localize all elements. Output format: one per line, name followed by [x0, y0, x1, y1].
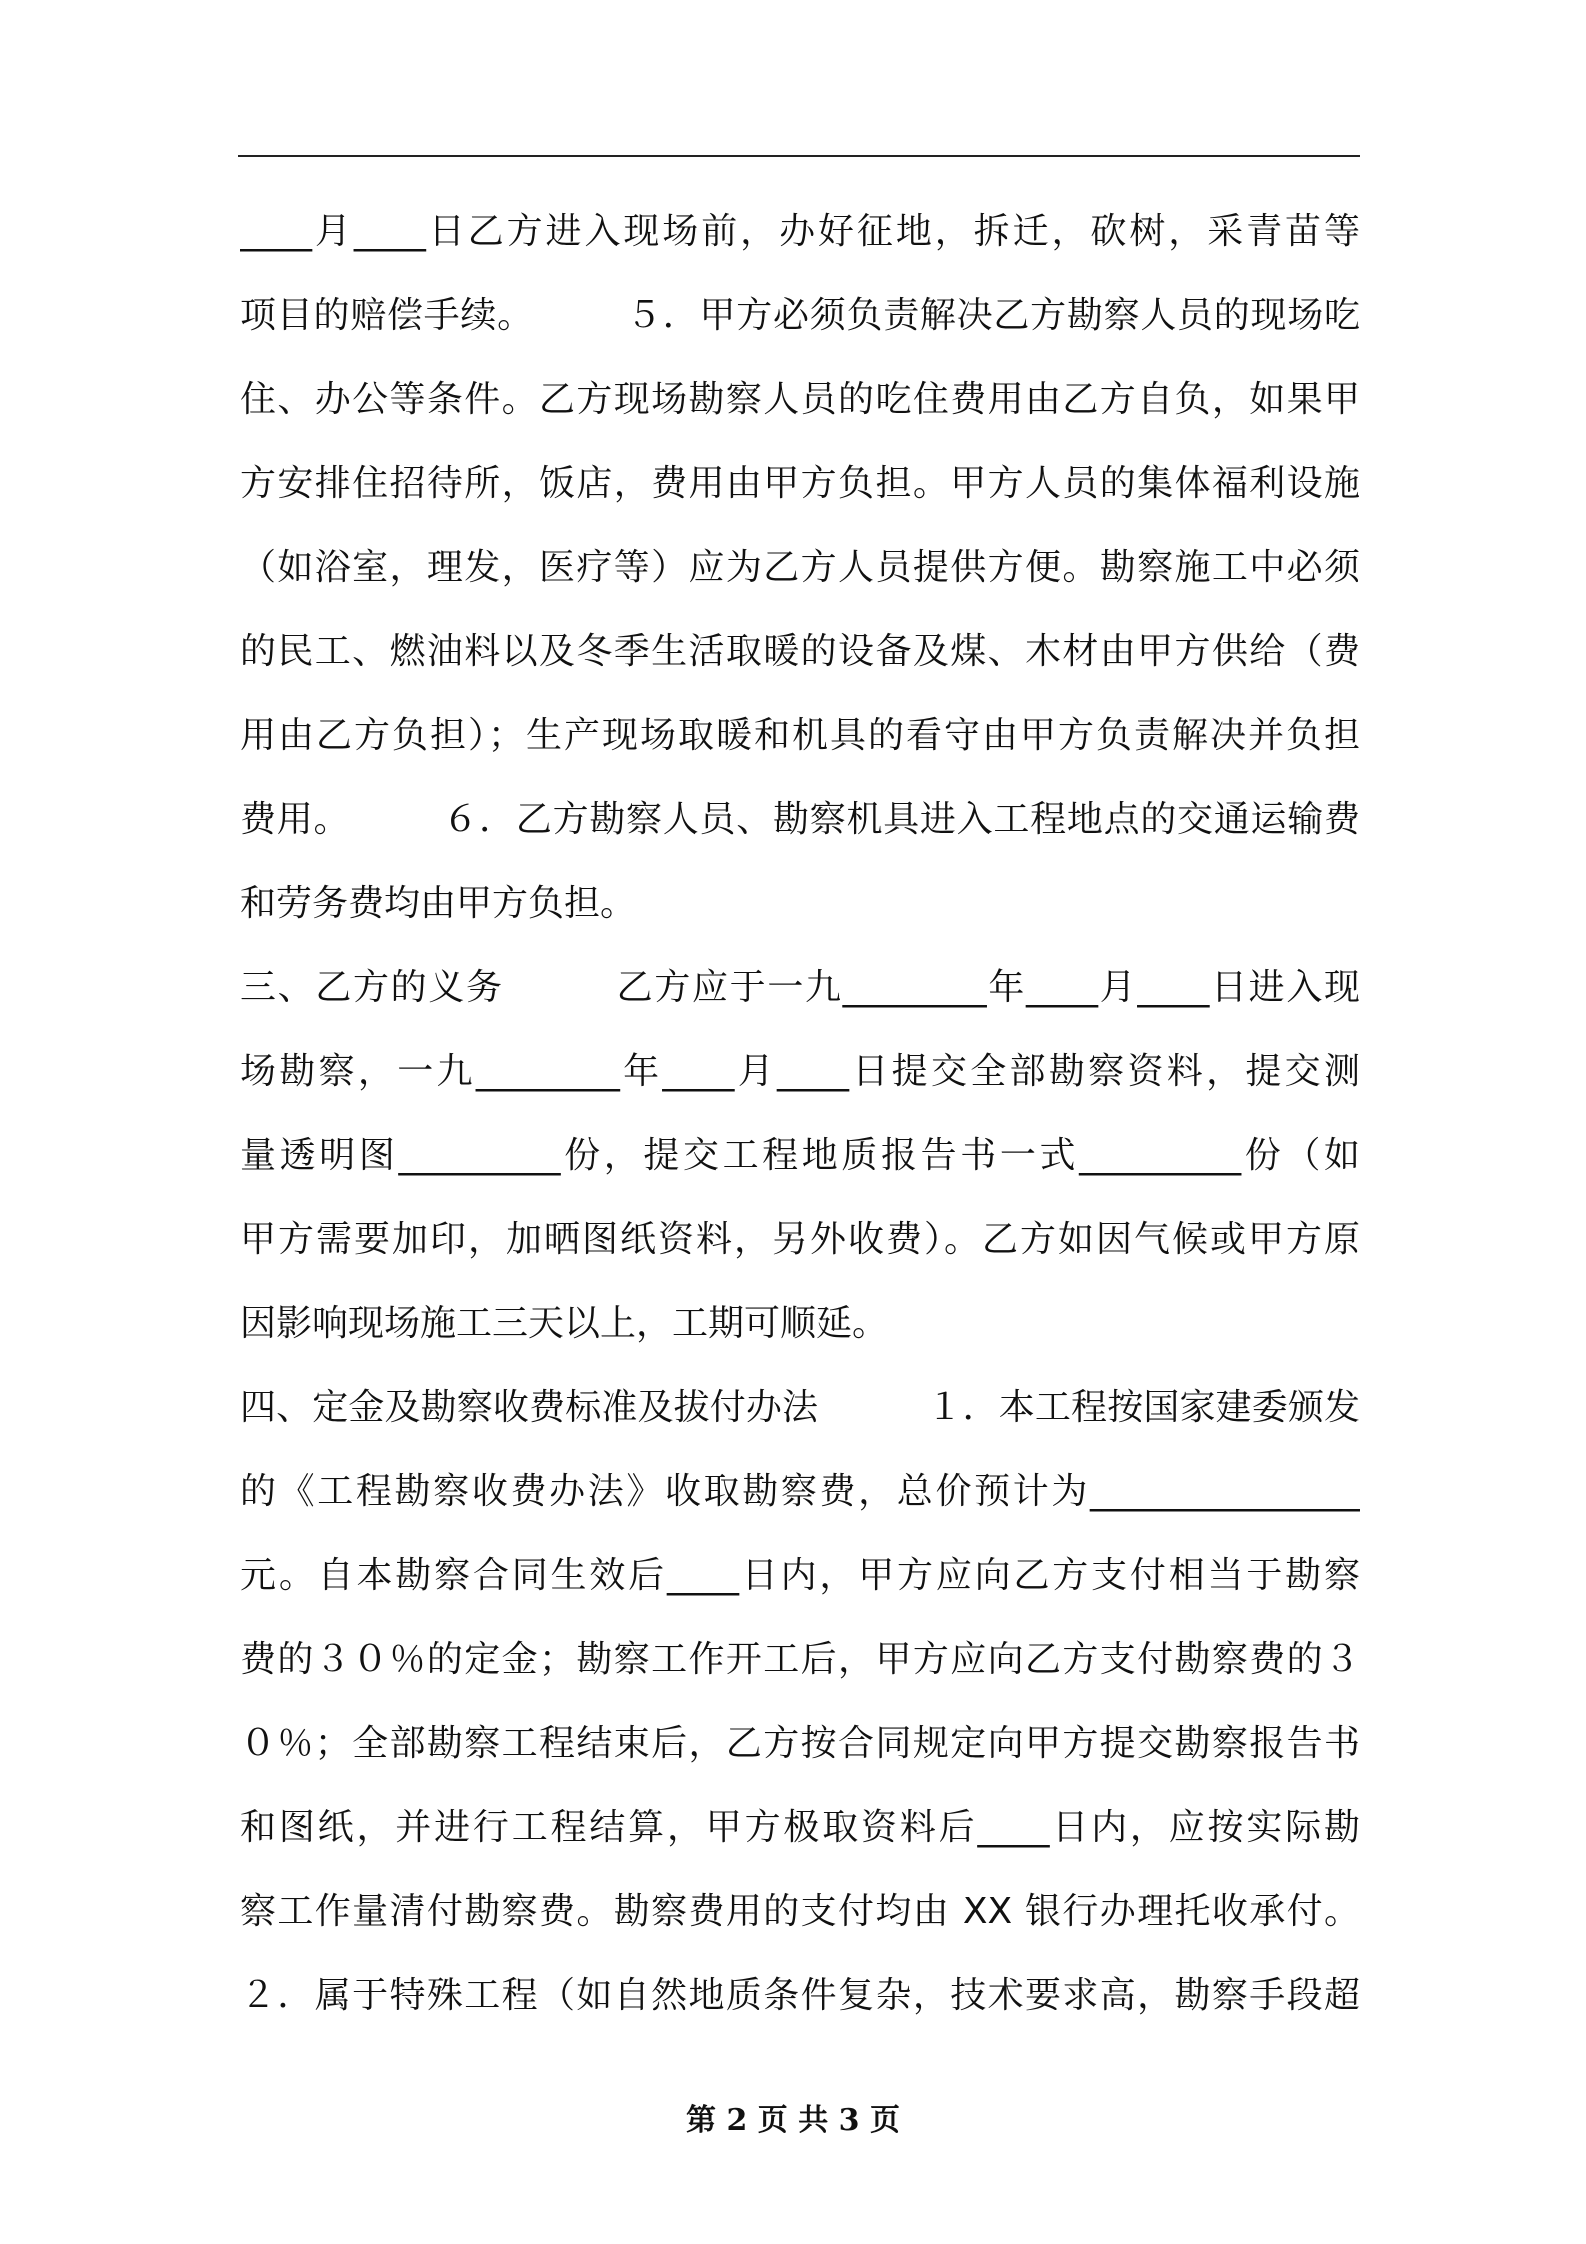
text-line: 和图纸，并进行工程结算，甲方极取资料后____日内，应按实际勘: [240, 1807, 1360, 1848]
text-line: 方安排住招待所，饭店，费用由甲方负担。甲方人员的集体福利设施: [240, 463, 1360, 504]
text-line: 场勘察，一九________年____月____日提交全部勘察资料，提交测: [240, 1051, 1360, 1092]
document-body: [240, 190, 1360, 2038]
text-line: 住、办公等条件。乙方现场勘察人员的吃住费用由乙方自负，如果甲: [240, 379, 1360, 420]
text-line: 项目的赔偿手续。 ５．甲方必须负责解决乙方勘察人员的现场吃: [240, 295, 1360, 336]
section-heading-line: 四、定金及勘察收费标准及拔付办法 １．本工程按国家建委颁发: [240, 1387, 1360, 1428]
text-line: （如浴室，理发，医疗等）应为乙方人员提供方便。勘察施工中必须: [240, 547, 1360, 588]
text-line: 的民工、燃油料以及冬季生活取暖的设备及煤、木材由甲方供给（费: [240, 631, 1360, 672]
text-line: 量透明图_________份，提交工程地质报告书一式_________份（如: [240, 1135, 1360, 1176]
text-line: 察工作量清付勘察费。勘察费用的支付均由 XX 银行办理托收承付。: [240, 1891, 1360, 1932]
text-line: 的《工程勘察收费办法》收取勘察费，总价预计为_______________: [240, 1471, 1360, 1512]
text-line: ____月____日乙方进入现场前，办好征地，拆迁，砍树，采青苗等: [240, 211, 1360, 252]
section-heading-line: 三、乙方的义务 乙方应于一九________年____月____日进入现: [240, 967, 1360, 1008]
text-line: 用由乙方负担）；生产现场取暖和机具的看守由甲方负责解决并负担: [240, 715, 1360, 756]
header-rule: [238, 155, 1360, 157]
page-number-footer: 第 2 页 共 3 页: [686, 2103, 900, 2138]
text-line: ２．属于特殊工程（如自然地质条件复杂，技术要求高，勘察手段超: [240, 1975, 1360, 2016]
text-line: ０％；全部勘察工程结束后，乙方按合同规定向甲方提交勘察报告书: [240, 1723, 1360, 1764]
text-line: 和劳务费均由甲方负担。: [240, 883, 637, 924]
text-line: 元。自本勘察合同生效后____日内，甲方应向乙方支付相当于勘察: [240, 1555, 1360, 1596]
text-line: 费用。 ６．乙方勘察人员、勘察机具进入工程地点的交通运输费: [240, 799, 1360, 840]
text-line: 因影响现场施工三天以上，工期可顺延。: [240, 1303, 889, 1344]
text-line: 甲方需要加印，加晒图纸资料，另外收费）。乙方如因气候或甲方原: [240, 1219, 1360, 1260]
text-line: 费的３０％的定金；勘察工作开工后，甲方应向乙方支付勘察费的３: [240, 1639, 1360, 1680]
